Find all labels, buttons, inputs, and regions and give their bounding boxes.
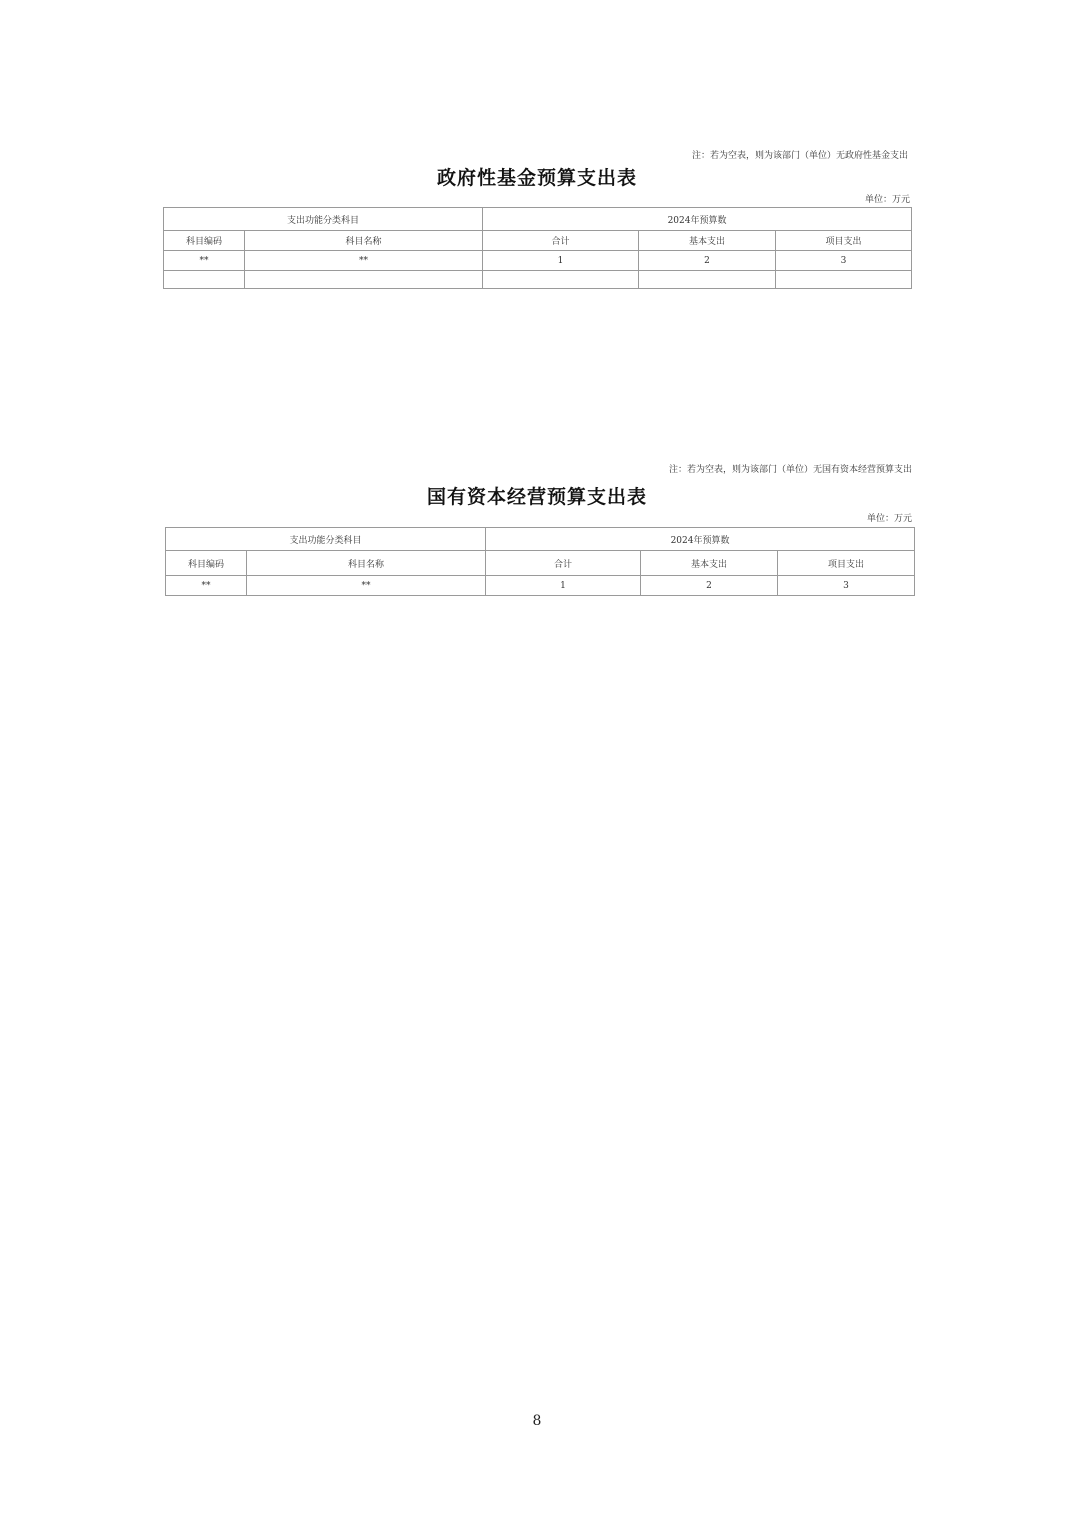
table-cell: 3	[776, 251, 912, 271]
table-header-group-row	[164, 208, 912, 231]
header-basic-expenditure: 基本支出	[639, 231, 776, 251]
header-basic-expenditure: 基本支出	[641, 551, 778, 576]
note-government-fund: 注：若为空表，则为该部门（单位）无政府性基金支出	[691, 151, 908, 161]
table-header-row	[164, 231, 912, 251]
table-row	[164, 251, 912, 271]
table-row-empty	[164, 271, 912, 289]
table-cell	[776, 271, 912, 289]
table-cell: 2	[639, 251, 776, 271]
table-cell	[483, 271, 639, 289]
unit-label: 单位：万元	[866, 514, 912, 524]
table-row	[166, 576, 915, 596]
government-fund-table	[163, 207, 912, 289]
table-cell: 1	[486, 576, 641, 596]
table-cell: **	[166, 576, 247, 596]
table-cell: 1	[483, 251, 639, 271]
table-cell: **	[164, 251, 245, 271]
title-state-capital-expenditure: 国有资本经营预算支出表	[426, 486, 647, 508]
header-functional-classification: 支出功能分类科目	[166, 528, 486, 551]
table-cell: **	[245, 251, 483, 271]
header-subject-name: 科目名称	[245, 231, 483, 251]
header-budget-2024: 2024年预算数	[486, 528, 915, 551]
header-project-expenditure: 项目支出	[776, 231, 912, 251]
page-number: 8	[532, 1413, 542, 1429]
table-cell	[245, 271, 483, 289]
title-government-fund-expenditure: 政府性基金预算支出表	[436, 167, 637, 189]
unit-label: 单位：万元	[864, 195, 910, 205]
header-budget-2024: 2024年预算数	[483, 208, 912, 231]
table-header-group-row	[166, 528, 915, 551]
header-subject-name: 科目名称	[247, 551, 486, 576]
table-cell	[639, 271, 776, 289]
header-project-expenditure: 项目支出	[778, 551, 915, 576]
table-cell: 2	[641, 576, 778, 596]
table-header-row	[166, 551, 915, 576]
header-total: 合计	[483, 231, 639, 251]
header-total: 合计	[486, 551, 641, 576]
header-subject-code: 科目编码	[166, 551, 247, 576]
table-cell: 3	[778, 576, 915, 596]
header-subject-code: 科目编码	[164, 231, 245, 251]
header-functional-classification: 支出功能分类科目	[164, 208, 483, 231]
state-capital-table	[165, 527, 915, 596]
table-cell: **	[247, 576, 486, 596]
note-state-capital: 注：若为空表，则为该部门（单位）无国有资本经营预算支出	[668, 465, 912, 475]
table-cell	[164, 271, 245, 289]
